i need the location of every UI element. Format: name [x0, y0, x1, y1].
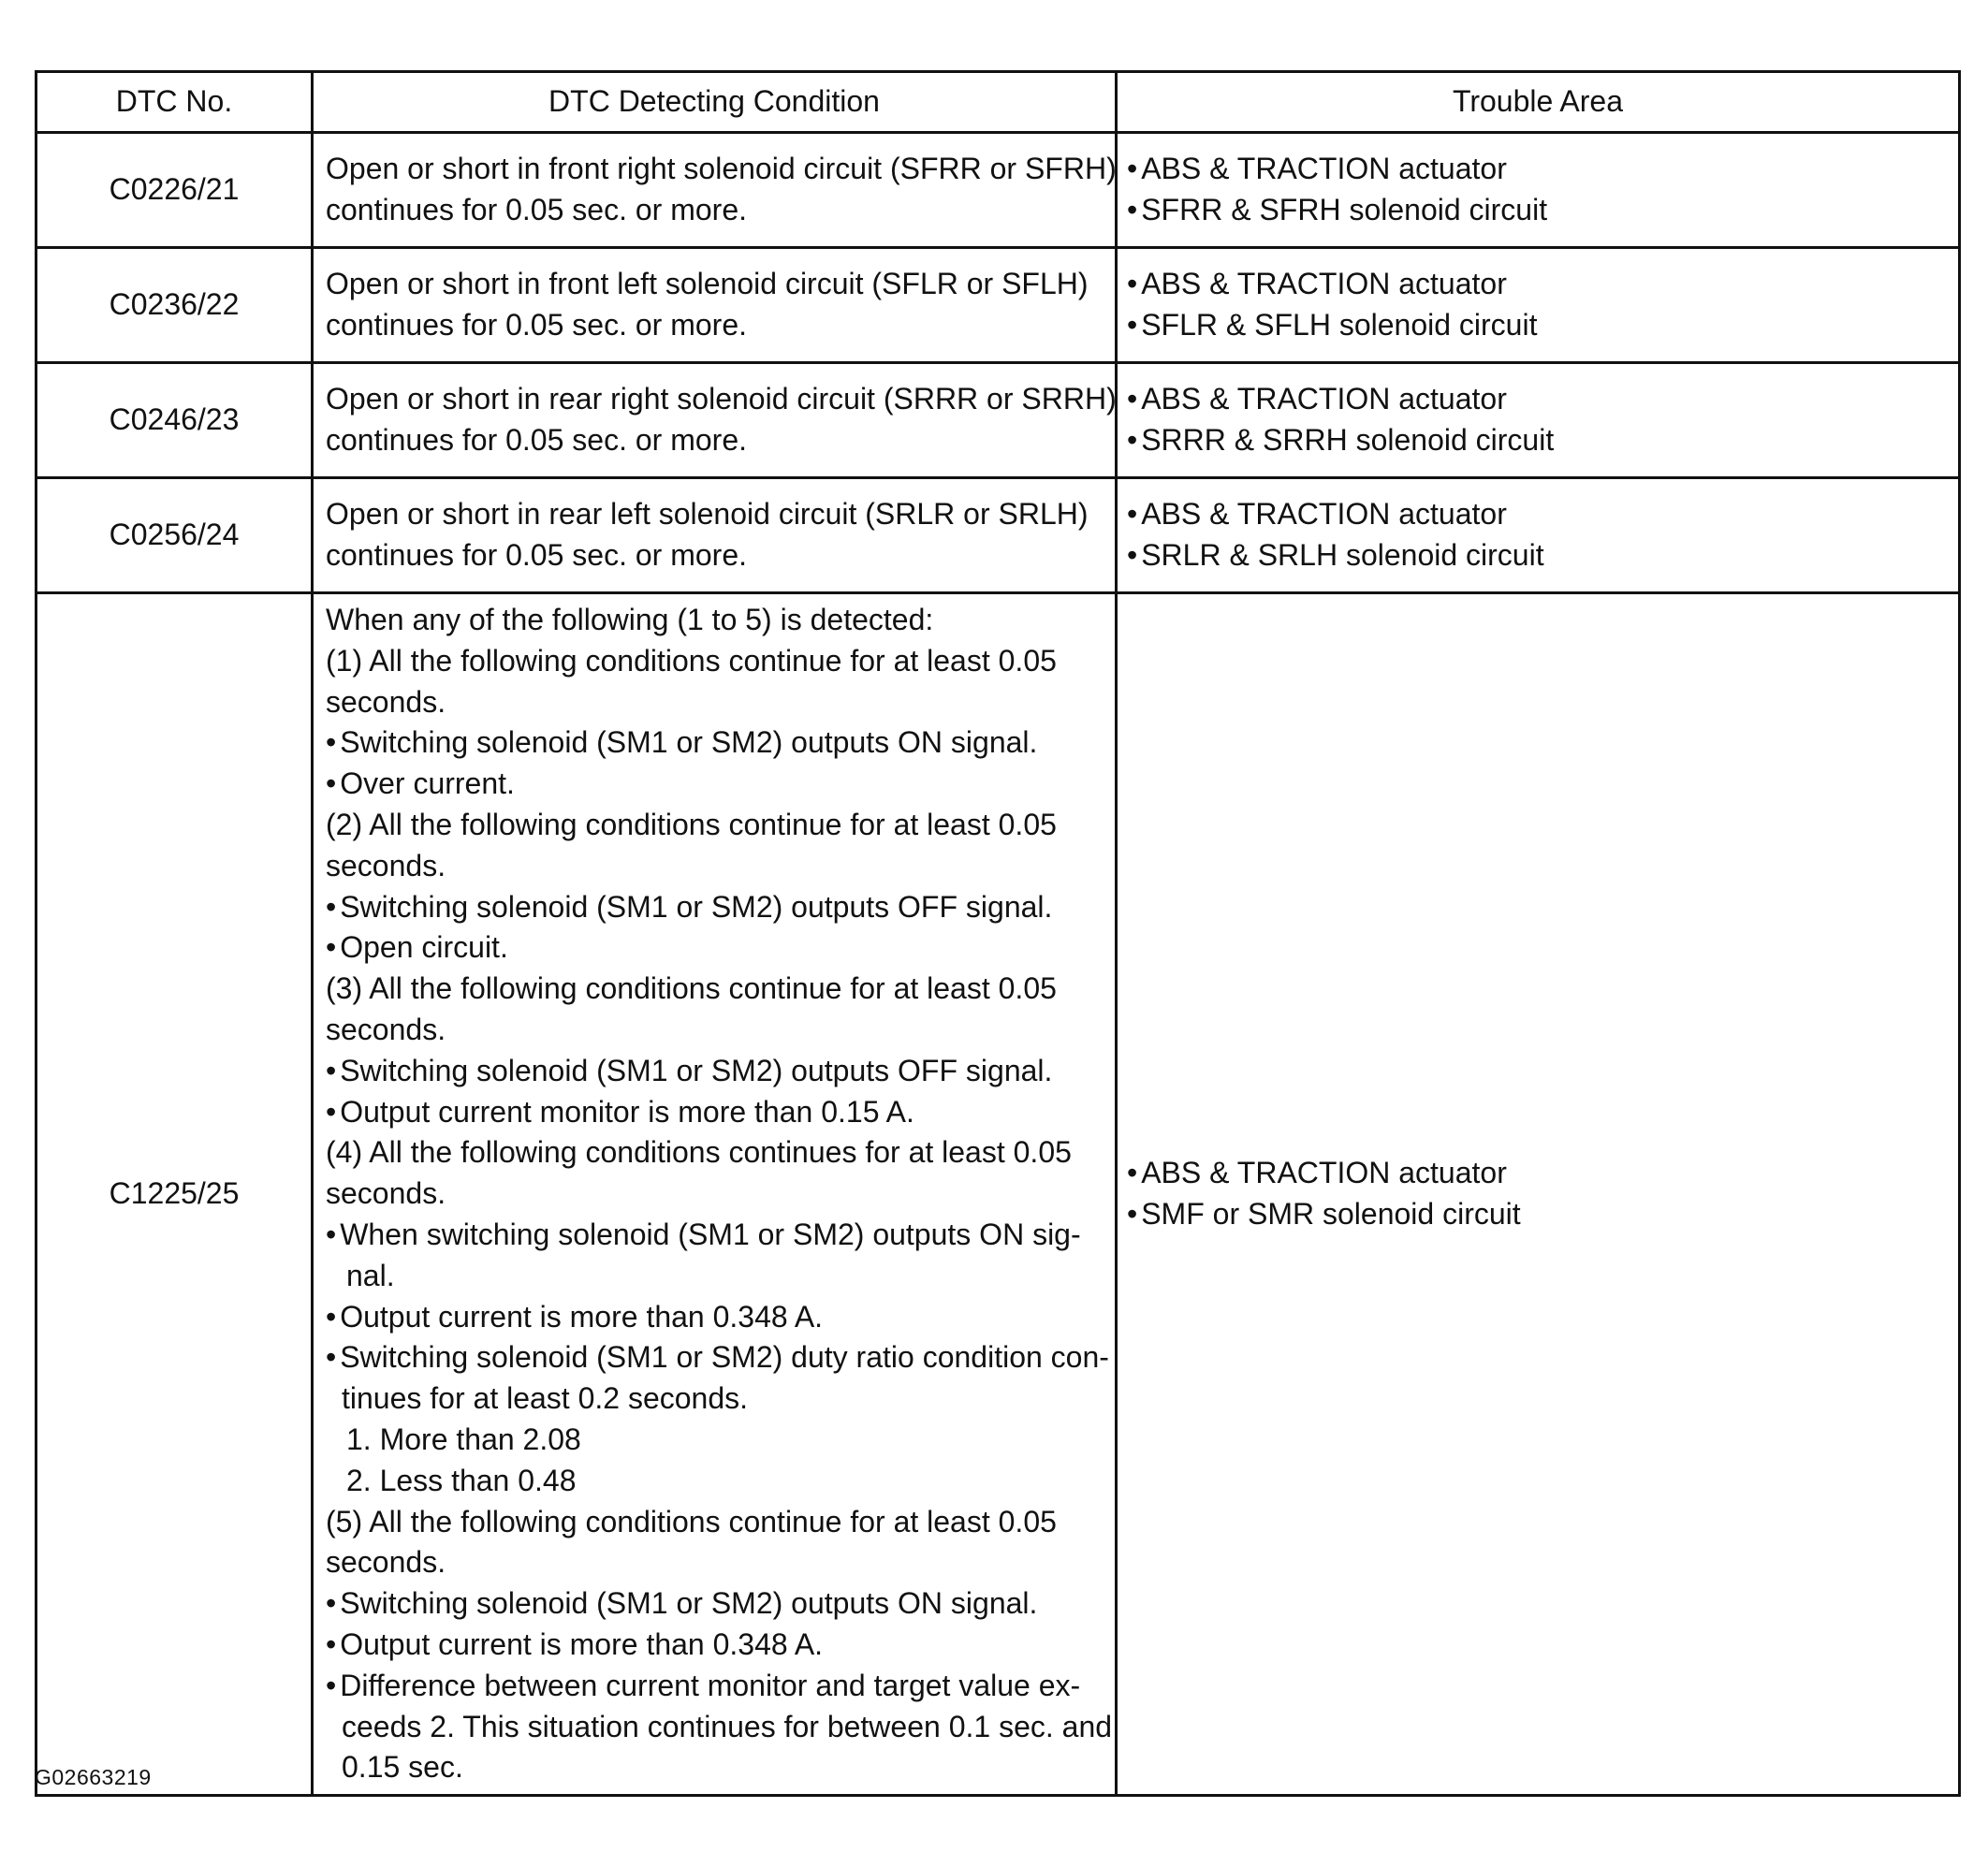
condition-continuation: 0.15 sec. [342, 1750, 463, 1785]
condition-bullet: • Switching solenoid (SM1 or SM2) outputs OFF signal. [326, 1051, 1102, 1092]
condition-line: Open or short in rear left solenoid circuit (SRLR or SRLH) [326, 497, 1089, 532]
condition-bullet: • Switching solenoid (SM1 or SM2) outputs ON signal. [326, 1583, 1102, 1625]
condition-line: seconds. [326, 1012, 446, 1046]
dtc-code: C0236/22 [37, 248, 313, 363]
condition-line: When any of the following (1 to 5) is detected: [326, 603, 934, 636]
dtc-code: C1225/25 [37, 593, 313, 1796]
trouble-area [1117, 593, 1960, 1796]
trouble-area [1117, 363, 1960, 478]
condition-continuation: nal. [346, 1258, 395, 1292]
condition-bullet: • Switching solenoid (SM1 or SM2) outputs ON signal. [326, 722, 1102, 764]
condition-line: continues for 0.05 sec. or more. [326, 308, 747, 342]
trouble-area-item: • SFRR & SFRH solenoid circuit [1127, 190, 1949, 231]
condition-line: seconds. [326, 684, 446, 719]
condition-line: (5) All the following conditions continue for at least 0.05 [326, 1504, 1057, 1538]
table-row [37, 478, 1960, 593]
detecting-condition [313, 248, 1117, 363]
table-row [37, 248, 1960, 363]
condition-line: seconds. [326, 1545, 446, 1580]
condition-bullet: • Open circuit. [326, 927, 1102, 969]
trouble-area-item: • ABS & TRACTION actuator [1127, 1153, 1949, 1194]
condition-bullet: • Output current is more than 0.348 A. [326, 1297, 1102, 1338]
condition-line: (2) All the following conditions continue for at least 0.05 [326, 807, 1057, 841]
condition-line: seconds. [326, 1176, 446, 1211]
condition-bullet: • Switching solenoid (SM1 or SM2) outputs OFF signal. [326, 887, 1102, 928]
condition-bullet: • Over current. [326, 764, 1102, 805]
condition-line: (1) All the following conditions continue for at least 0.05 [326, 643, 1057, 678]
dtc-code: C0226/21 [37, 133, 313, 248]
table-row [37, 363, 1960, 478]
condition-line: continues for 0.05 sec. or more. [326, 193, 747, 226]
header-trouble-area: Trouble Area [1117, 72, 1960, 133]
condition-continuation: tinues for at least 0.2 seconds. [342, 1381, 749, 1416]
condition-line: Open or short in front right solenoid circuit (SFRR or SFRH) [326, 152, 1117, 186]
trouble-area-item: • SRRR & SRRH solenoid circuit [1127, 420, 1949, 461]
condition-line: continues for 0.05 sec. or more. [326, 538, 747, 572]
condition-bullet: • Output current monitor is more than 0.15 A. [326, 1092, 1102, 1133]
condition-line: seconds. [326, 848, 446, 882]
trouble-area-item: • ABS & TRACTION actuator [1127, 494, 1949, 535]
detecting-condition [313, 133, 1117, 248]
table-row [37, 133, 1960, 248]
condition-line: (3) All the following conditions continue for at least 0.05 [326, 971, 1057, 1006]
figure-id: G02663219 [35, 1765, 152, 1789]
trouble-area [1117, 248, 1960, 363]
trouble-area-item: • ABS & TRACTION actuator [1127, 149, 1949, 190]
condition-numbered-item: 2. Less than 0.48 [346, 1463, 577, 1497]
condition-line: (4) All the following conditions continues for at least 0.05 [326, 1135, 1072, 1170]
detecting-condition [313, 478, 1117, 593]
header-detecting-condition: DTC Detecting Condition [313, 72, 1117, 133]
condition-numbered-item: 1. More than 2.08 [346, 1422, 581, 1456]
table-header-row [37, 72, 1960, 133]
dtc-code: C0246/23 [37, 363, 313, 478]
trouble-area-item: • ABS & TRACTION actuator [1127, 264, 1949, 305]
condition-line: Open or short in front left solenoid circuit (SFLR or SFLH) [326, 267, 1089, 301]
trouble-area-item: • ABS & TRACTION actuator [1127, 379, 1949, 420]
condition-bullet: • Switching solenoid (SM1 or SM2) duty ratio condition con- [326, 1337, 1102, 1378]
condition-line: continues for 0.05 sec. or more. [326, 423, 747, 457]
trouble-area [1117, 133, 1960, 248]
condition-bullet: • Output current is more than 0.348 A. [326, 1625, 1102, 1666]
trouble-area [1117, 478, 1960, 593]
dtc-code: C0256/24 [37, 478, 313, 593]
header-dtc-no: DTC No. [37, 72, 313, 133]
table-row [37, 593, 1960, 1796]
trouble-area-item: • SFLR & SFLH solenoid circuit [1127, 305, 1949, 346]
detecting-condition [313, 363, 1117, 478]
condition-bullet: • Difference between current monitor and target value ex- [326, 1666, 1102, 1707]
condition-line: Open or short in rear right solenoid circuit (SRRR or SRRH) [326, 382, 1117, 416]
trouble-area-item: • SMF or SMR solenoid circuit [1127, 1194, 1949, 1235]
trouble-area-item: • SRLR & SRLH solenoid circuit [1127, 535, 1949, 576]
condition-bullet: • When switching solenoid (SM1 or SM2) outputs ON sig- [326, 1215, 1102, 1256]
detecting-condition [313, 593, 1117, 1796]
condition-continuation: ceeds 2. This situation continues for between 0.1 sec. and [342, 1709, 1113, 1743]
dtc-table [35, 70, 1961, 1797]
